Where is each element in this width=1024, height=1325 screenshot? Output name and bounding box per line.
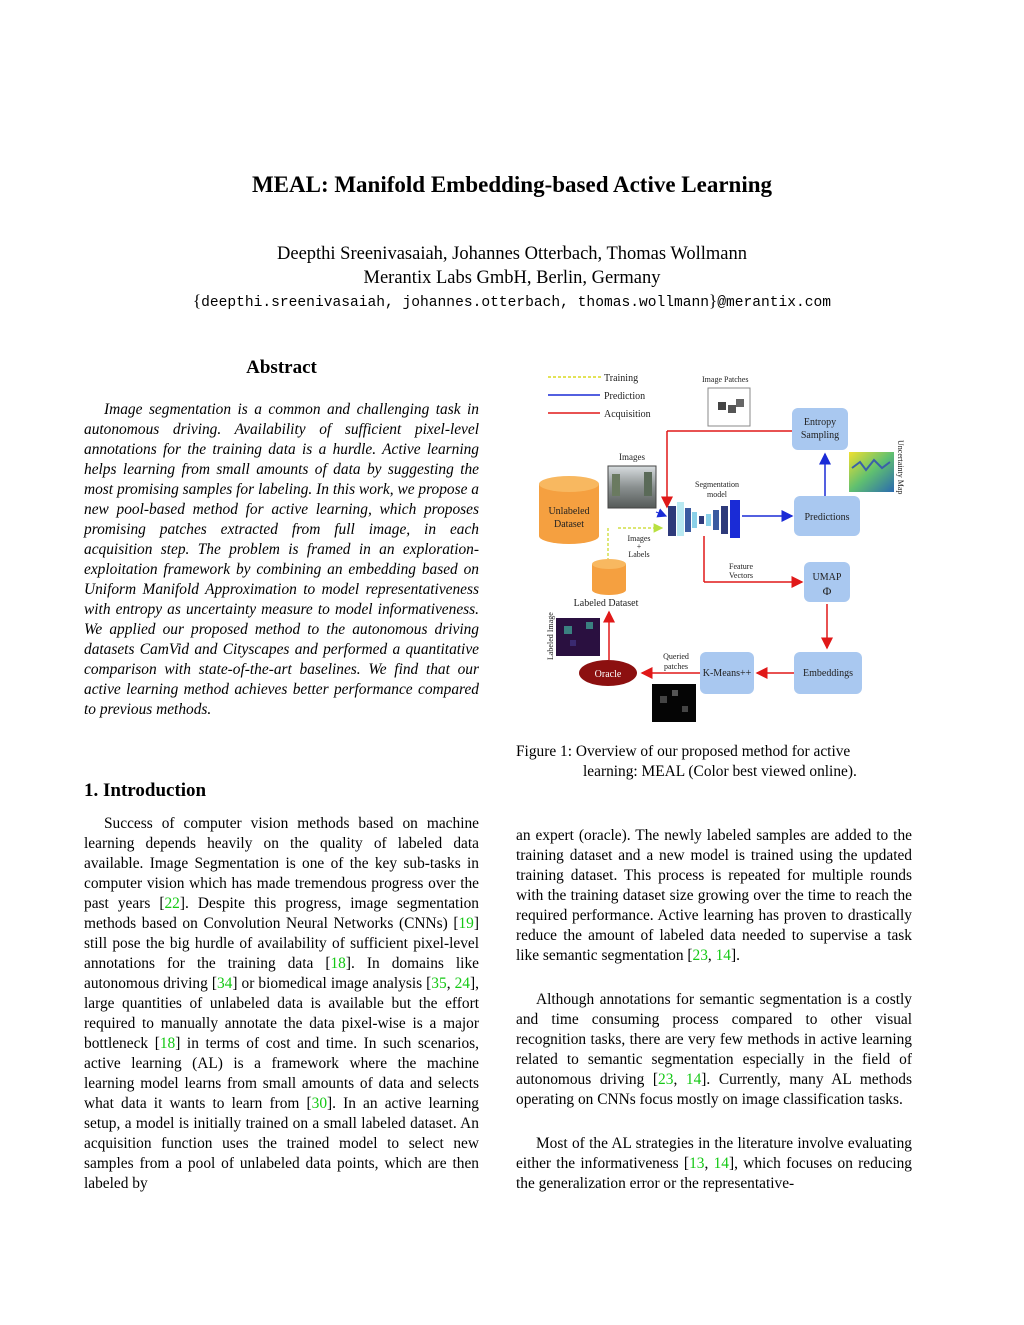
- labeled-image: [556, 618, 600, 656]
- text-run: ]. Despite this progress, image segmentation methods based on Convolution Neural Networks (CNNs) [: [84, 895, 479, 932]
- legend-training: Training: [604, 373, 639, 384]
- abstract-text: Image segmentation is a common and challenging task in autonomous driving. Availability of sufficient pixel-level annotations for the training data is a hurdle. Active learning helps learning from small amounts of data by suggesting the most promising samples for labeling. In this work, we propose a new pool-based method for active learning, which proposes promising patches extracted from full image, in each acquisition step. The problem is framed in an exploration-exploitation framework by combining an embedding based on Uniform Manifold Approximation to model representativeness with entropy as uncertainty measure to model informativeness. We applied our proposed method to the autonomous driving datasets CamVid and Cityscapes and performed a quantitative comparison with state-of-the-art baselines. We find that our active learning method achieves better performance compared to previous methods.: [84, 401, 479, 718]
- labeled-patch: [586, 622, 593, 629]
- figure-1-caption: [516, 742, 912, 782]
- text-run: ,: [673, 1071, 686, 1088]
- figure-legend: [548, 373, 651, 420]
- email-close-brace: }: [709, 291, 718, 310]
- citation-link[interactable]: 35: [431, 975, 447, 992]
- network-layer: [668, 506, 676, 536]
- author-block: [0, 242, 1024, 290]
- unlabeled-label: Unlabeled: [548, 506, 590, 517]
- author-emails: [0, 291, 1024, 311]
- text-run: ]. Currently, many AL methods operating on CNNs focus mostly on image classification tasks.: [516, 1071, 912, 1108]
- queried-patches-label-2: patches: [664, 662, 688, 671]
- caption-label: Figure 1:: [516, 743, 573, 760]
- labeled-dataset-label: Labeled Dataset: [573, 598, 639, 609]
- network-layer: [713, 510, 719, 530]
- network-layer: [692, 512, 697, 528]
- sampling-label: Sampling: [800, 430, 840, 441]
- citation-link[interactable]: 24: [454, 975, 470, 992]
- citation-link[interactable]: 23: [692, 947, 708, 964]
- street-tree: [612, 474, 620, 496]
- text-run: Most of the AL strategies in the literature involve evaluating either the informativeness [: [516, 1135, 912, 1172]
- patch-square: [736, 399, 744, 407]
- cylinder-top: [592, 559, 626, 569]
- text-run: ]. In an active learning setup, a model is initially trained on a small labeled dataset. An acquisition function uses the trained model to select new samples from a pool of unlabeled data points, which are then labeled by: [84, 1095, 479, 1192]
- image-patches-label: Image Patches: [702, 375, 749, 384]
- caption-text-2: learning: MEAL (Color best viewed online).: [583, 763, 857, 780]
- text-run: ,: [446, 975, 455, 992]
- right-paragraph-2: [516, 990, 912, 1110]
- citation-link[interactable]: 14: [713, 1155, 729, 1172]
- text-run: ].: [731, 947, 740, 964]
- citation-link[interactable]: 30: [311, 1095, 328, 1112]
- queried-patches-label: Queried: [663, 652, 689, 661]
- affiliation: Merantix Labs GmbH, Berlin, Germany: [363, 268, 661, 288]
- labeled-image-label: Labeled Image: [546, 612, 555, 660]
- citation-link[interactable]: 18: [159, 1035, 176, 1052]
- images-label: Images: [619, 452, 645, 462]
- citation-link[interactable]: 14: [715, 947, 731, 964]
- legend-prediction: Prediction: [604, 391, 646, 402]
- entropy-sampling-box: [792, 408, 848, 450]
- arrow-images-to-model: [656, 512, 666, 516]
- paper-title: MEAL: Manifold Embedding-based Active Learning: [251, 172, 773, 197]
- cylinder-bottom: [539, 528, 599, 544]
- email-list: deepthi.sreenivasaiah, johannes.otterbach, thomas.wollmann: [201, 295, 710, 311]
- queried-patches-image: [652, 684, 696, 722]
- citation-link[interactable]: 23: [658, 1071, 674, 1088]
- network-layer: [730, 500, 740, 538]
- citation-link[interactable]: 18: [330, 955, 346, 972]
- citation-link[interactable]: 13: [689, 1155, 705, 1172]
- text-run: ,: [704, 1155, 714, 1172]
- images-labels-label: Images: [627, 534, 651, 543]
- queried-patch: [682, 706, 688, 712]
- text-run: ] still pose the big hurdle of availability of sufficient pixel-level annotations for the training data [: [84, 915, 479, 972]
- segmentation-label-2: model: [707, 490, 727, 499]
- umap-label: UMAP: [812, 572, 842, 583]
- citation-link[interactable]: 22: [164, 895, 180, 912]
- text-run: ] or biomedical image analysis [: [232, 975, 432, 992]
- text-run: ], large quantities of unlabeled data is available but the effort required to manually annotate the data pixel-wise is a major bottleneck [: [84, 975, 479, 1052]
- email-open-brace: {: [192, 291, 202, 310]
- network-layer: [706, 514, 711, 526]
- patch-square: [718, 402, 726, 410]
- kmeans-label: K-Means++: [702, 668, 752, 679]
- network-layer: [685, 508, 691, 532]
- caption-text: Overview of our proposed method for active: [575, 743, 851, 760]
- text-run: ], which focuses on reducing the generalization error or the representative-: [516, 1155, 913, 1192]
- legend-acquisition: Acquisition: [604, 409, 651, 420]
- phi-symbol: Φ: [822, 584, 832, 598]
- images-labels-label-2: +: [636, 542, 642, 551]
- network-layer: [677, 502, 684, 536]
- text-run: ] in terms of cost and time. In such scenarios, active learning (AL) is a framework where the machine learning model learns from small amounts of data and selects what data it wants to learn from [: [84, 1035, 479, 1112]
- intro-paragraph: [84, 814, 479, 1194]
- abstract-heading: Abstract: [246, 357, 317, 378]
- authors: Deepthi Sreenivasaiah, Johannes Otterbach, Thomas Wollmann: [277, 244, 747, 264]
- section-heading-introduction: 1. Introduction: [84, 780, 207, 801]
- text-run: Success of computer vision methods based on machine learning depends heavily on the quality of labeled data available. Image Segmentation is one of the key sub-tasks in computer vision which has made tremendous progress over the past years [: [84, 815, 479, 912]
- email-domain: @merantix.com: [717, 295, 832, 311]
- citation-link[interactable]: 34: [216, 975, 233, 992]
- segmentation-model-network: [668, 500, 740, 538]
- text-run: an expert (oracle). The newly labeled samples are added to the training dataset and a new model is trained using the updated training dataset. This process is repeated for multiple rounds with the training dataset size growing over the time to reach the required performance. Active learning has proven to drastically reduce the amount of labeled data needed to supervise a task like semantic segmentation [: [516, 827, 912, 964]
- predictions-label: Predictions: [804, 512, 850, 523]
- feature-vectors-label-2: Vectors: [729, 571, 753, 580]
- images-labels-label-3: Labels: [628, 550, 650, 559]
- uncertainty-map-image: [849, 452, 894, 492]
- feature-vectors-label: Feature: [729, 562, 753, 571]
- labeled-patch: [570, 640, 576, 646]
- citation-link[interactable]: 19: [458, 915, 474, 932]
- uncertainty-map-label: Uncertainty Map: [896, 440, 905, 495]
- citation-link[interactable]: 14: [685, 1071, 702, 1088]
- unlabeled-label-2: Dataset: [554, 519, 584, 530]
- queried-patch: [660, 696, 667, 703]
- text-run: ,: [707, 947, 716, 964]
- cylinder-top: [539, 476, 599, 492]
- labeled-dataset-cylinder: [592, 559, 626, 595]
- text-run: ]. In domains like autonomous driving [: [84, 955, 479, 992]
- right-paragraph-3: [516, 1134, 912, 1194]
- text-run: Although annotations for semantic segmentation is a costly and time consuming process compared to other visual recognition tasks, there are very few methods in active learning related to semantic segmentation especially in the field of autonomous driving [: [516, 991, 912, 1088]
- right-paragraph-1: [516, 826, 912, 966]
- oracle-label: Oracle: [594, 669, 622, 680]
- segmentation-label: Segmentation: [695, 480, 739, 489]
- embeddings-label: Embeddings: [803, 668, 853, 679]
- entropy-label: Entropy: [803, 417, 837, 428]
- patch-square: [728, 405, 736, 413]
- cylinder-bottom: [592, 585, 626, 595]
- labeled-patch: [564, 626, 572, 634]
- figure-1-diagram: [514, 350, 914, 730]
- queried-patch: [672, 690, 678, 696]
- street-tree: [644, 472, 652, 496]
- network-layer: [721, 506, 728, 534]
- network-layer: [699, 516, 704, 524]
